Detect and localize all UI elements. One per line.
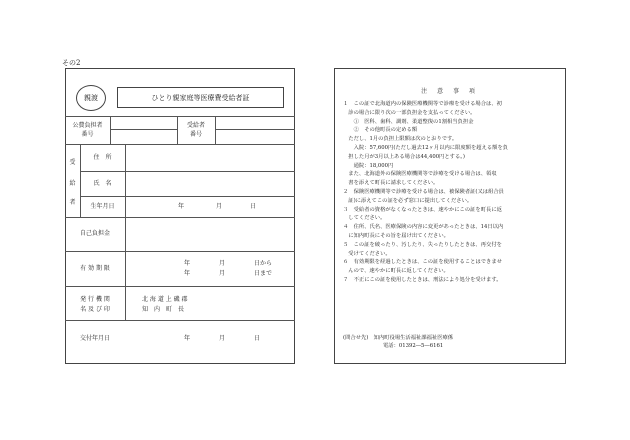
validity-from-year-unit: 年 bbox=[184, 260, 191, 267]
issuer-label: 発 行 機 関 bbox=[80, 296, 110, 303]
note-line: してください。 bbox=[343, 215, 386, 222]
note-line: ３ 受給者の資格がなくなったときは、速やかにこの証を町長に返 bbox=[343, 206, 502, 213]
self-pay-label: 自己負担金 bbox=[79, 230, 110, 237]
notes-list bbox=[343, 100, 558, 285]
contact-info bbox=[343, 334, 558, 350]
note-line: んので、速やかに町長に返してください。 bbox=[343, 268, 449, 275]
page-label: その2 bbox=[62, 59, 81, 67]
note-line: ① 医科、歯科、調剤、柔道整復の1割相当負担金 bbox=[343, 118, 474, 125]
issue-month-unit: 月 bbox=[219, 335, 226, 342]
birth-date-label: 生年月日 bbox=[90, 203, 115, 210]
issuer-value-1: 北 海 道 上 磯 郡 bbox=[142, 296, 188, 303]
contact-phone: 電話：01392―5―6161 bbox=[383, 343, 444, 349]
payer-number-label-2: 番号 bbox=[81, 131, 94, 138]
category-stamp: 親渡 bbox=[76, 85, 106, 111]
note-line: ただし、1月の負担上限額は次のとおりです。 bbox=[343, 136, 458, 143]
issue-date-label: 交付年月日 bbox=[79, 335, 110, 342]
contact-label: (問合せ先) bbox=[343, 335, 369, 341]
note-line: 書を添えて町長に請求してください。 bbox=[343, 180, 439, 187]
validity-to-year-unit: 年 bbox=[184, 270, 191, 277]
payer-number-label: 公費負担者 bbox=[72, 122, 103, 129]
issuer-value-2: 知 内 町 長 bbox=[142, 306, 185, 313]
validity-from-label: 日から bbox=[254, 260, 273, 267]
address-label: 住 所 bbox=[93, 154, 112, 161]
note-line: に知内町長にその旨を届け出てください。 bbox=[343, 232, 449, 239]
recipient-number-label-2: 番号 bbox=[189, 131, 202, 138]
note-line: 診の場合に限り次の一部負担金を支払ってください。 bbox=[343, 109, 476, 116]
note-line: ４ 住所、氏名、医療保険の内容に変更があったときは、14日以内 bbox=[343, 224, 504, 231]
note-line: 担した月が3月以上ある場合は44,400円とする。) bbox=[343, 153, 465, 160]
note-line: 通院：18,000円 bbox=[343, 162, 394, 169]
validity-label: 有 効 期 限 bbox=[80, 265, 110, 272]
note-line: 受けてください。 bbox=[343, 250, 391, 257]
note-line: ② その他町長の定める額 bbox=[343, 127, 418, 134]
recipient-side-char-3: 者 bbox=[69, 199, 76, 206]
birth-day-unit: 日 bbox=[250, 203, 257, 210]
issuer-label-2: 名 及 び 印 bbox=[80, 306, 110, 313]
name-label: 氏 名 bbox=[93, 180, 112, 187]
birth-month-unit: 月 bbox=[216, 203, 223, 210]
recipient-side-char-2: 給 bbox=[69, 180, 76, 187]
note-line: また、北海道外の保険医療機関等で診療を受ける場合は、領収 bbox=[343, 171, 497, 178]
note-line: ５ この証を破ったり、汚したり、失ったりしたときは、再交付を bbox=[343, 241, 502, 248]
note-line: 入院：57,600円(ただし過去12ヶ月以内に限度額を超える額を負 bbox=[343, 144, 509, 151]
notes-title: 注 意 事 項 bbox=[421, 88, 479, 95]
note-line: ２ 保険医療機関等で診療を受ける場合は、被保険者証(又は組合員 bbox=[343, 188, 504, 195]
validity-from-month-unit: 月 bbox=[219, 260, 226, 267]
recipient-number-label: 受給者 bbox=[186, 122, 205, 129]
validity-to-label: 日まで bbox=[254, 270, 273, 277]
issue-day-unit: 日 bbox=[254, 335, 261, 342]
certificate-title: ひとり親家庭等医療費受給者証 bbox=[117, 87, 284, 108]
birth-year-unit: 年 bbox=[178, 203, 185, 210]
note-line: ７ 不正にこの証を使用したときは、刑法により処分を受けます。 bbox=[343, 276, 502, 283]
recipient-side-char-1: 受 bbox=[69, 159, 76, 166]
note-line: ６ 有効期限を経過したときは、この証を使用することはできませ bbox=[343, 259, 502, 266]
note-line: 証)に添えてこの証を必ず窓口に提出してください。 bbox=[343, 197, 473, 204]
issue-year-unit: 年 bbox=[184, 335, 191, 342]
validity-to-month-unit: 月 bbox=[219, 270, 226, 277]
note-line: １ この証で北海道内の保険医療機関等で診療を受ける場合は、初 bbox=[343, 101, 502, 107]
contact-org: 知内町役場生活福祉課福祉医療係 bbox=[373, 335, 454, 341]
